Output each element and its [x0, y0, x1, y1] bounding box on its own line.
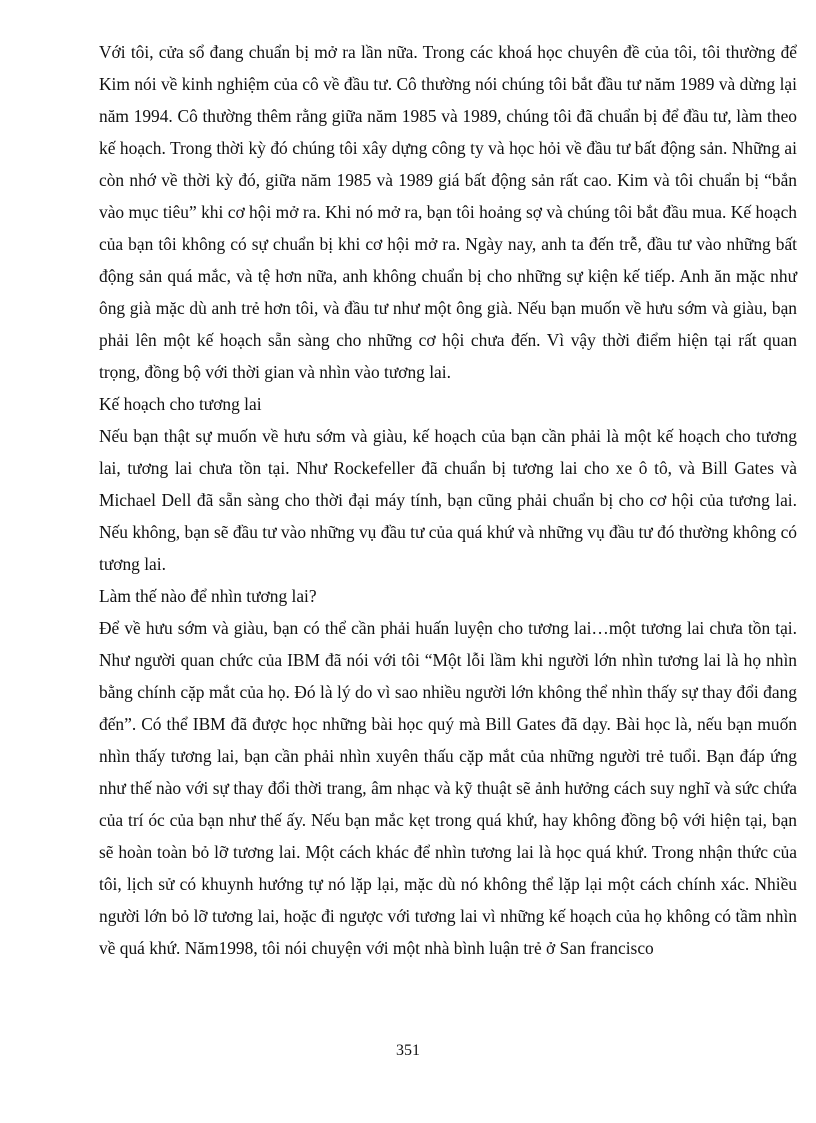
heading-how-to-see-future: Làm thế nào để nhìn tương lai?: [99, 586, 317, 606]
paragraph-how-to-see-future: Để về hưu sớm và giàu, bạn có thể cần phải huấn luyện cho tương lai…một tương lai chưa tồn tại. Như người quan chức của IBM đã nói với tôi “Một lỗi lầm khi người lớn nhìn tương lai là họ nhìn bằng chính cặp mắt của họ. Đó là lý do vì sao nhiều người lớn không thể nhìn thấy sự thay đổi đang đến”. Có thể IBM đã được học những bài học quý mà Bill Gates đã dạy. Bài học là, nếu bạn muốn nhìn thấy tương lai, bạn cần phải nhìn xuyên thấu cặp mắt của những người trẻ tuổi. Bạn đáp ứng như thế nào với sự thay đổi thời trang, âm nhạc và kỹ thuật sẽ ảnh hưởng cách suy nghĩ và sức chứa của trí óc của bạn như thế ấy. Nếu bạn mắc kẹt trong quá khứ, hay không đồng bộ với hiện tại, bạn sẽ hoàn toàn bỏ lỡ tương lai. Một cách khác để nhìn tương lai là học quá khứ. Trong nhận thức của tôi, lịch sử có khuynh hướng tự nó lặp lại, mặc dù nó không thể lặp lại một cách chính xác. Nhiều người lớn bỏ lỡ tương lai, hoặc đi ngược với tương lai vì những kế hoạch của họ không có tầm nhìn về quá khứ. Năm1998, tôi nói chuyện với một nhà bình luận trẻ ở San francisco: [99, 618, 797, 958]
paragraph-window-opening: Với tôi, cửa sổ đang chuẩn bị mở ra lần nữa. Trong các khoá học chuyên đề của tôi, tôi thường để Kim nói về kinh nghiệm của cô về đầu tư. Cô thường nói chúng tôi bắt đầu tư năm 1989 và dừng lại năm 1994. Cô thường thêm rằng giữa năm 1985 và 1989, chúng tôi đã chuẩn bị để đầu tư, làm theo kế hoạch. Trong thời kỳ đó chúng tôi xây dựng công ty và học hỏi về đầu tư bất động sản. Những ai còn nhớ về thời kỳ đó, giữa năm 1985 và 1989 giá bất động sản rất cao. Kim và tôi chuẩn bị “bắn vào mục tiêu” khi cơ hội mở ra. Khi nó mở ra, bạn tôi hoảng sợ và chúng tôi bắt đầu mua. Kế hoạch của bạn tôi không có sự chuẩn bị khi cơ hội mở ra. Ngày nay, anh ta đến trễ, đầu tư vào những bất động sản quá mắc, và tệ hơn nữa, anh không chuẩn bị cho những sự kiện kế tiếp. Anh ăn mặc như ông già mặc dù anh trẻ hơn tôi, và đầu tư như một ông già. Nếu bạn muốn về hưu sớm và giàu, bạn phải lên một kế hoạch sẵn sàng cho những cơ hội chưa đến. Vì vậy thời điểm hiện tại rất quan trọng, đồng bộ với thời gian và nhìn vào tương lai.: [99, 42, 797, 382]
page-number: 351: [396, 1042, 420, 1059]
document-page: [99, 36, 797, 964]
heading-plan-for-future: Kế hoạch cho tương lai: [99, 394, 262, 414]
paragraph-plan-for-future: Nếu bạn thật sự muốn về hưu sớm và giàu, kế hoạch của bạn cần phải là một kế hoạch cho tương lai, tương lai chưa tồn tại. Như Rockefeller đã chuẩn bị tương lai cho xe ô tô, và Bill Gates và Michael Dell đã sẵn sàng cho thời đại máy tính, bạn cũng phải chuẩn bị cho cơ hội của tương lai. Nếu không, bạn sẽ đầu tư vào những vụ đầu tư của quá khứ và những vụ đầu tư đó thường không có tương lai.: [99, 426, 797, 574]
